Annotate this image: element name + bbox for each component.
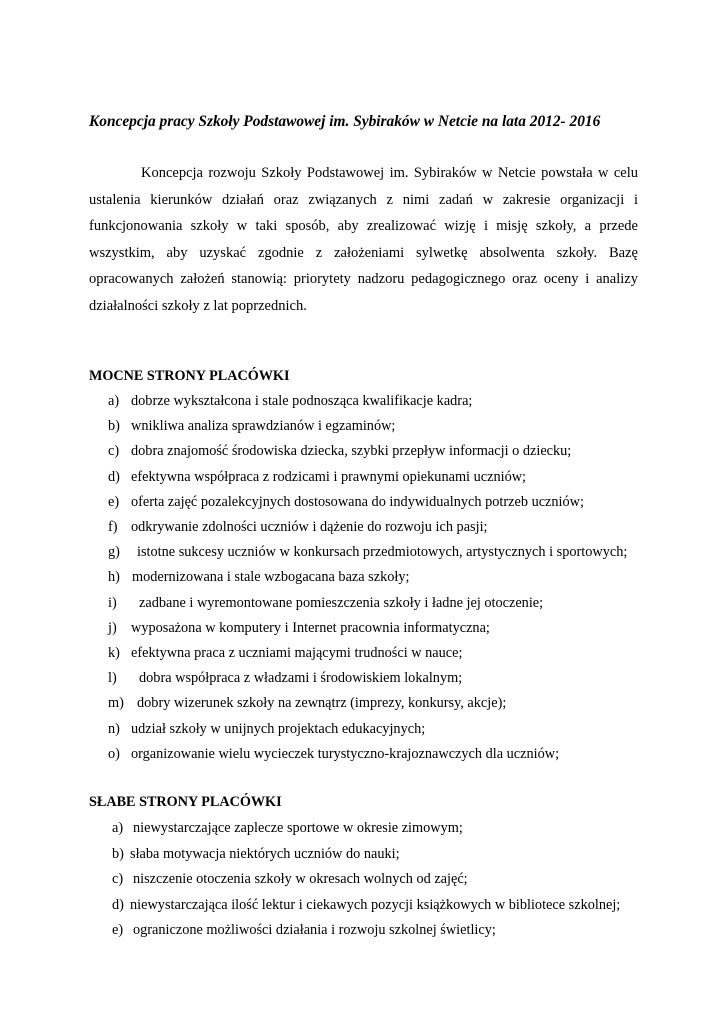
intro-line: opracowanych założeń stanowią: priorytety nadzoru pedagogicznego oraz oceny i analizy xyxy=(89,271,638,288)
strength-item-text: wnikliwa analiza sprawdzianów i egzaminów; xyxy=(131,418,396,435)
weakness-item-text: słaba motywacja niektórych uczniów do nauki; xyxy=(130,845,400,862)
intro-line: wszystkim, aby uzyskać zgodnie z założeniami sylwetkę absolwenta szkoły. Bazę xyxy=(89,244,638,261)
weakness-item-marker: e) xyxy=(112,922,124,939)
strength-item-marker: i) xyxy=(108,594,117,611)
intro-line: Koncepcja rozwoju Szkoły Podstawowej im. Sybiraków w Netcie powstała w celu xyxy=(141,165,638,181)
strength-item xyxy=(108,693,506,713)
strength-item-marker: c) xyxy=(108,443,120,460)
strength-item-marker: e) xyxy=(108,493,120,510)
strength-item-text: dobry wizerunek szkoły na zewnątrz (imprezy, konkursy, akcje); xyxy=(137,695,507,712)
intro-paragraph xyxy=(89,160,638,320)
strength-item-marker: m) xyxy=(108,695,124,712)
strength-item-text: istotne sukcesy uczniów w konkursach przedmiotowych, artystycznych i sportowych; xyxy=(137,544,628,561)
weakness-item-marker: b) xyxy=(112,845,124,862)
strength-item xyxy=(108,643,462,663)
strength-item-text: odkrywanie zdolności uczniów i dążenie do rozwoju ich pasji; xyxy=(131,519,488,535)
strength-item-marker: f) xyxy=(108,519,118,535)
strength-item-text: dobrze wykształcona i stale podnosząca kwalifikacje kadra; xyxy=(131,393,473,409)
strength-item xyxy=(108,542,627,562)
weakness-item-marker: c) xyxy=(112,871,124,888)
strength-item xyxy=(108,668,462,688)
strength-item-text: organizowanie wielu wycieczek turystyczno-krajoznawczych dla uczniów; xyxy=(131,745,560,762)
strength-item-marker: n) xyxy=(108,720,120,737)
strength-item-text: dobra współpraca z władzami i środowiskiem lokalnym; xyxy=(139,670,463,687)
weaknesses-heading: SŁABE STRONY PLACÓWKI xyxy=(89,794,282,810)
strength-item-text: efektywna praca z uczniami mającymi trudności w nauce; xyxy=(131,645,463,661)
strength-item-marker: k) xyxy=(108,645,120,661)
strength-item xyxy=(108,618,490,638)
strength-item xyxy=(108,441,571,461)
strength-item-text: dobra znajomość środowiska dziecka, szybki przepływ informacji o dziecku; xyxy=(131,443,572,460)
weakness-item-marker: a) xyxy=(112,820,124,836)
strength-item-marker: g) xyxy=(108,544,120,561)
strength-item xyxy=(108,719,425,739)
weakness-item xyxy=(112,869,468,889)
strength-item-text: zadbane i wyremontowane pomieszczenia szkoły i ładne jej otoczenie; xyxy=(139,594,544,611)
strength-item xyxy=(108,744,559,764)
strength-item-marker: l) xyxy=(108,670,117,687)
weakness-item-text: niewystarczające zaplecze sportowe w okresie zimowym; xyxy=(133,820,463,836)
intro-line: działalności szkoły z lat poprzednich. xyxy=(89,297,307,314)
intro-line: ustalenia kierunków działań oraz związanych z nimi zadań w zakresie organizacji i xyxy=(89,191,638,208)
weakness-item-text: niszczenie otoczenia szkoły w okresach wolnych od zajęć; xyxy=(133,871,468,888)
weakness-item-marker: d) xyxy=(112,896,124,913)
strength-item xyxy=(108,416,395,436)
strength-item xyxy=(108,391,472,411)
strengths-heading: MOCNE STRONY PLACÓWKI xyxy=(89,368,290,384)
strength-item xyxy=(108,567,409,587)
strength-item-text: modernizowana i stale wzbogacana baza szkoły; xyxy=(132,569,410,586)
weakness-item-text: ograniczone możliwości działania i rozwoju szkolnej świetlicy; xyxy=(133,922,496,939)
strength-item-text: udział szkoły w unijnych projektach edukacyjnych; xyxy=(131,720,426,737)
strength-item-marker: o) xyxy=(108,745,120,762)
strength-item-marker: d) xyxy=(108,468,120,485)
strength-item-marker: b) xyxy=(108,418,120,435)
strength-item xyxy=(108,492,584,512)
strength-item xyxy=(108,593,543,613)
strength-item-text: efektywna współpraca z rodzicami i prawnymi opiekunami uczniów; xyxy=(131,468,527,485)
document-title: Koncepcja pracy Szkoły Podstawowej im. Sybiraków w Netcie na lata 2012- 2016 xyxy=(89,113,601,130)
strength-item-marker: j) xyxy=(108,619,117,636)
strength-item xyxy=(108,467,526,487)
strength-item-marker: h) xyxy=(108,569,120,586)
weakness-item xyxy=(112,920,496,940)
weakness-item xyxy=(112,818,463,838)
strength-item xyxy=(108,517,488,537)
weakness-item xyxy=(112,844,400,864)
weakness-item-text: niewystarczająca ilość lektur i ciekawych pozycji książkowych w bibliotece szkolnej; xyxy=(130,896,621,913)
weakness-item xyxy=(112,895,620,915)
strength-item-marker: a) xyxy=(108,393,120,409)
strength-item-text: wyposażona w komputery i Internet pracownia informatyczna; xyxy=(131,619,490,636)
intro-line: funkcjonowania szkoły w taki sposób, aby zrealizować wizję i misję szkoły, a przede xyxy=(89,218,638,235)
strength-item-text: oferta zajęć pozalekcyjnych dostosowana do indywidualnych potrzeb uczniów; xyxy=(131,493,584,510)
